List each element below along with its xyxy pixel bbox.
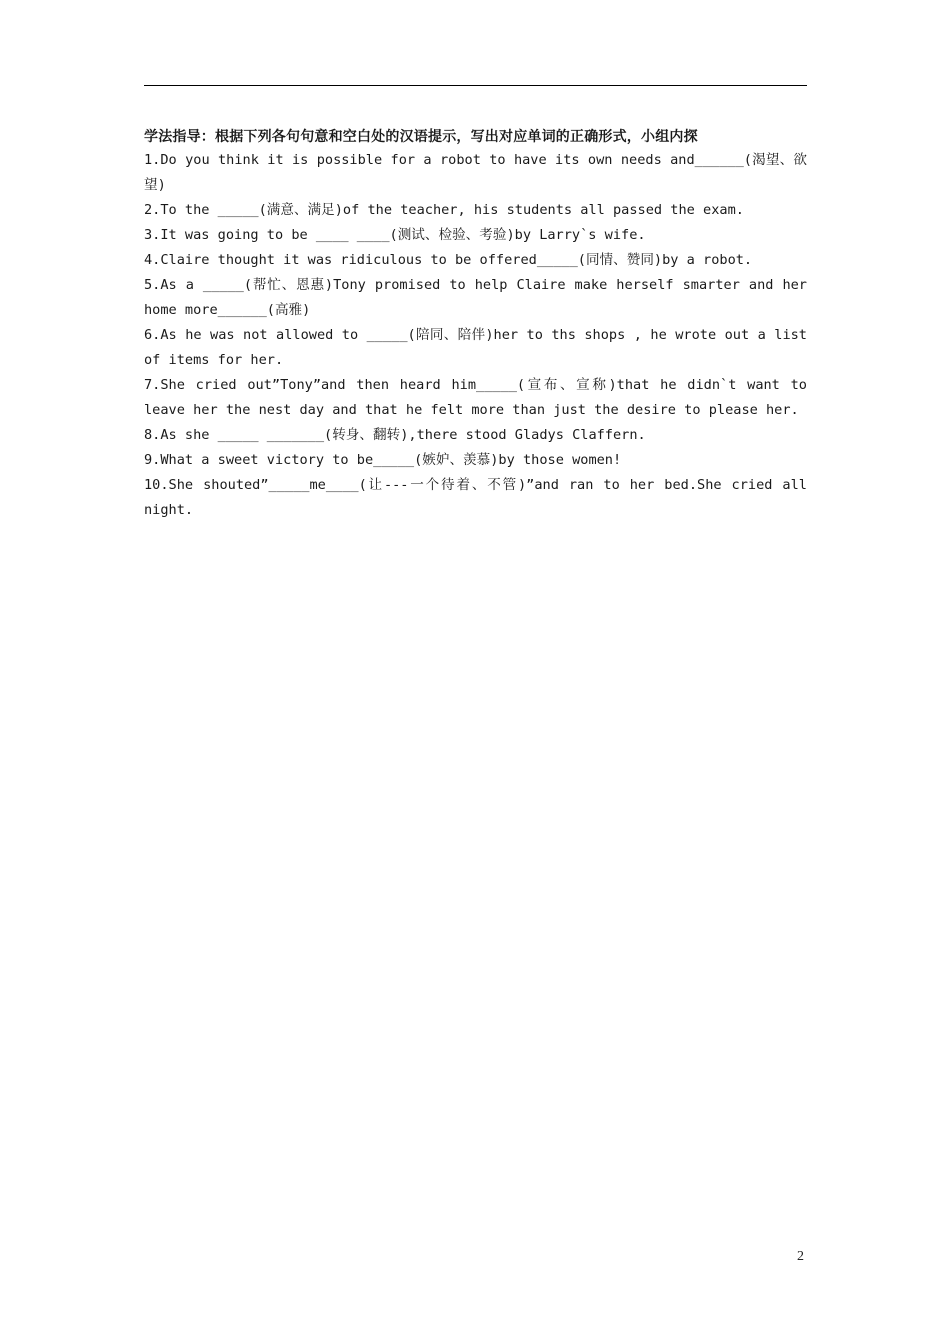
exercise-item-7: 7.She cried out”Tony”and then heard him_____(宣布、宣称)that he didn`t want to leave her the nest day and that he felt more than just the desire to please her. xyxy=(144,377,816,418)
exercise-item-1: 1.Do you think it is possible for a robot to have its own needs and______(渴望、欲望) xyxy=(144,152,807,193)
exercise-item-3: 3.It was going to be ____ ____(测试、检验、考验)by Larry`s wife. xyxy=(144,227,646,243)
study-guide-heading: 学法指导：根据下列各句句意和空白处的汉语提示，写出对应单词的正确形式，小组内探 xyxy=(144,129,698,145)
exercise-item-4: 4.Claire thought it was ridiculous to be offered_____(同情、赞同)by a robot. xyxy=(144,252,753,268)
exercise-section xyxy=(144,126,816,523)
exercise-item-6: 6.As he was not allowed to _____(陪同、陪伴)her to ths shops , he wrote out a list of items for her. xyxy=(144,327,816,368)
header-rule xyxy=(144,85,807,86)
exercise-item-2: 2.To the _____(满意、满足)of the teacher, his students all passed the exam. xyxy=(144,202,744,218)
exercise-item-9: 9.What a sweet victory to be_____(嫉妒、羡慕)by those women! xyxy=(144,452,622,468)
exercise-item-10: 10.She shouted”_____me____(让---一个待着、不管)”and ran to her bed.She cried all night. xyxy=(144,477,816,518)
exercise-item-8: 8.As she _____ _______(转身、翻转),there stood Gladys Claffern. xyxy=(144,427,646,443)
page-number: 2 xyxy=(797,1249,804,1264)
exercise-item-5: 5.As a _____(帮忙、恩惠)Tony promised to help Claire make herself smarter and her home more______(高雅) xyxy=(144,277,816,318)
